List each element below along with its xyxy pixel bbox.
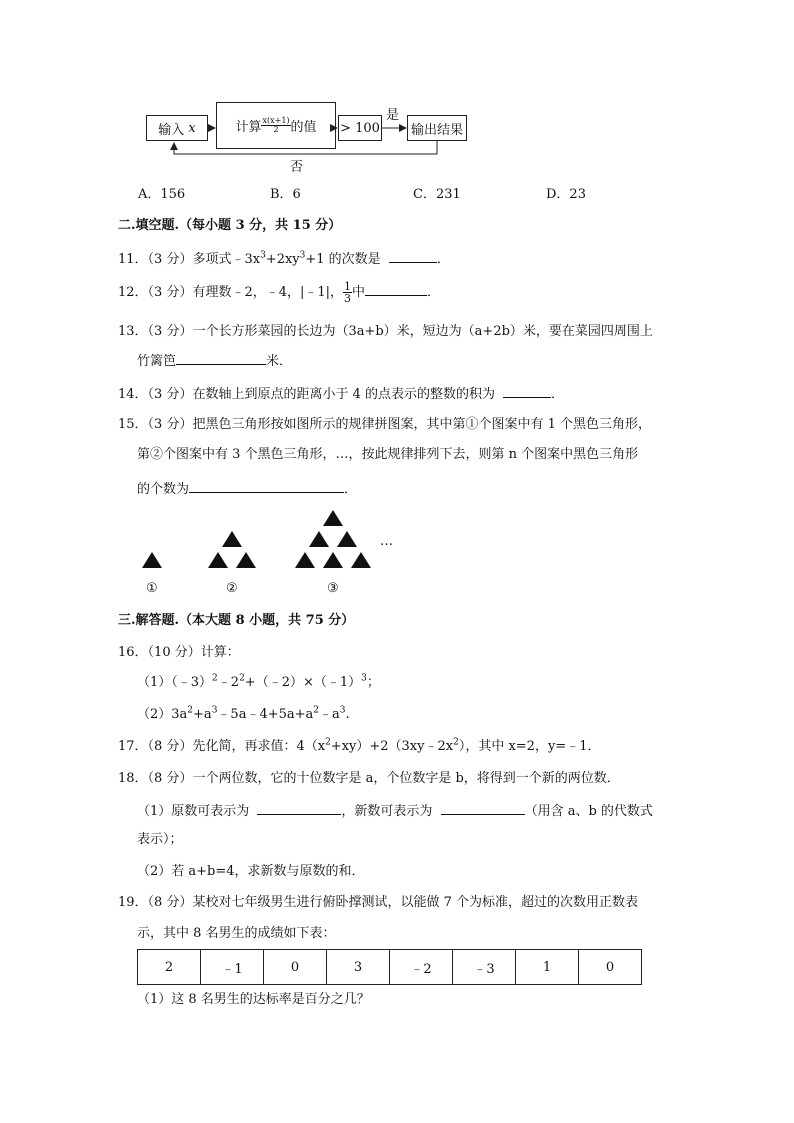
q12-prefix: 12．（3 分）有理数﹣2，﹣4，|﹣1|， [118,285,344,300]
q11-sup1: 3 [260,250,266,261]
flow-input-label: 输入 [158,122,185,138]
table-cell: ﹣3 [453,950,516,985]
q15-ellipsis: … [380,534,393,549]
q16-p2-c: ﹣5a﹣4+5a+a [217,707,314,722]
q16-part2 [137,706,350,724]
table-row [138,950,642,985]
q10-option-d: D．23 [546,187,586,202]
table-cell: ﹣2 [390,950,453,985]
q16-p1-s2: 2 [239,673,245,684]
flow-arrows [0,0,794,180]
q19-line1: 19．（8 分）某校对七年级男生进行俯卧撑测试，以能做 7 个为标准，超过的次数用正数表 [118,895,638,910]
q16-p1-s3: 3 [361,673,367,684]
q15-line3: 的个数为 ． [137,479,357,499]
flow-compare-label: > 100 [340,120,380,136]
q16-p2-d: ﹣a [319,707,340,722]
q16-p2-b: +a [193,707,212,722]
q11-suffix: +1 的次数是 [305,252,381,267]
table-cell: 1 [516,950,579,985]
q10-option-c: C．231 [413,187,461,202]
flow-compute-num: x(x+1) [262,116,290,125]
pattern1-triangle [142,552,162,568]
q18-p1-a: （1）原数可表示为 [137,804,250,819]
q16-title: 16．（10 分）计算： [118,645,240,660]
q15-answer-blank[interactable] [189,479,344,493]
pattern2-triangle-right [236,552,256,568]
q12-frac-num: 1 [344,280,352,293]
pattern3-triangle-5 [323,552,343,568]
q18-p1-c: （用含 a、b 的代数式 [524,804,653,819]
q12-suffix: 中 [352,285,366,300]
flow-compute-suffix: 的值 [290,120,317,135]
q18-part2: （2）若 a+b=4，求新数与原数的和． [137,864,365,879]
q16-p2-s2: 3 [211,705,218,716]
q17-a: 17．（8 分）先化简，再求值：4（x [118,739,326,754]
flow-compute-den: 2 [273,125,279,134]
q12: 12．（3 分）有理数﹣2，﹣4，|﹣1|， $\frac{1}{3}$ 中 ． [118,280,441,305]
q16-p1-a: （1）（﹣3） [137,675,213,690]
q16-p2-s4: 3 [339,705,346,716]
q19-line2: 示，其中 8 名男生的成绩如下表： [137,926,336,941]
q14: 14．（3 分）在数轴上到原点的距离小于 4 的点表示的整数的积为 ． [118,384,564,404]
q12-answer-blank[interactable] [365,282,427,296]
pattern2-triangle-left [208,552,228,568]
q17 [118,738,600,756]
q15-label-1: ① [146,581,158,596]
flow-no-label: 否 [290,160,304,175]
q13-line2-suffix: 米． [266,354,293,369]
flow-compute-prefix: 计算 [235,120,262,135]
section2-title: 二.填空题.（每小题 3 分，共 15 分） [118,218,342,233]
pattern3-triangle-3 [337,531,357,547]
q16-p2-s1: 2 [187,705,194,716]
section3-title: 三.解答题.（本大题 8 小题，共 75 分） [118,613,355,628]
q18-part1 [137,801,653,821]
table-cell: 0 [579,950,642,985]
q16-part1 [137,674,380,692]
q15-label-2: ② [226,581,238,596]
q12-fraction [343,281,352,304]
pattern3-triangle-1 [323,510,343,526]
q18-p1-b: ，新数可表示为 [341,804,433,819]
q14-text: 14．（3 分）在数轴上到原点的距离小于 4 的点表示的整数的积为 [118,387,495,402]
q16-p2-e: . [345,707,350,722]
q19-score-table [137,949,642,985]
q15-line2: 第②个图案中有 3 个黑色三角形，…，按此规律排列下去，则第 n 个图案中黑色三角形 [137,447,639,462]
q17-c: ），其中 x=2，y=﹣1． [458,739,601,754]
q17-s2: 2 [453,737,459,748]
q16-p2-a: （2）3a [137,707,188,722]
q19-part1: （1）这 8 名男生的达标率是百分之几？ [137,992,370,1007]
q11: 11．（3 分）多项式$﹣3x^3+2xy^3+1$ 的次数是 ． [118,250,450,267]
q13-answer-blank[interactable] [176,351,266,365]
q14-answer-blank[interactable] [503,384,551,398]
table-cell: ﹣1 [201,950,264,985]
table-cell: 3 [327,950,390,985]
q11-sup2: 3 [299,250,306,261]
q17-s1: 2 [325,737,331,748]
flow-input-var: x [188,120,196,136]
table-cell: 0 [264,950,327,985]
q15-label-3: ③ [327,581,339,596]
pattern3-triangle-2 [309,531,329,547]
pattern2-triangle-top [222,531,242,547]
q13-line2-prefix: 竹篱笆 [137,354,177,369]
q13-line2 [137,351,292,371]
q10-option-b: B．6 [270,187,301,202]
q12-frac-den: 3 [344,292,352,305]
flow-output-label: 输出结果 [410,122,463,138]
q16-p2-s3: 2 [313,705,320,716]
q11-answer-blank[interactable] [389,249,437,263]
q10-option-a: A．156 [138,187,186,202]
flow-yes-label: 是 [386,108,400,123]
pattern3-triangle-6 [351,552,371,568]
q16-p1-b: ﹣2 [217,675,240,690]
q15-triangle-patterns [0,500,794,580]
q15-line3-prefix: 的个数为 [137,482,190,497]
q16-p1-d: ； [366,675,380,690]
flow-loop-line [174,141,437,154]
q17-b: +xy）+2（3xy﹣2x [330,739,454,754]
q16-p1-c: +（﹣2）×（﹣1） [244,675,362,690]
q18-part1-cont: 表示）； [137,832,183,847]
q16-p1-s1: 2 [212,673,218,684]
q18-new-blank[interactable] [441,801,525,815]
q15-line1: 15．（3 分）把黑色三角形按如图所示的规律拼图案，其中第①个图案中有 1 个黑色三角形， [118,417,651,432]
pattern3-triangle-4 [295,552,315,568]
q18-original-blank[interactable] [257,801,341,815]
q18-line1: 18．（8 分）一个两位数，它的十位数字是 a，个位数字是 b，将得到一个新的两位数． [118,771,620,786]
table-cell: 2 [138,950,201,985]
q13-line1: 13．（3 分）一个长方形菜园的长边为（3a+b）米，短边为（a+2b）米，要在菜园四周围上 [118,324,653,339]
q11-prefix: 11．（3 分）多项式﹣3x [118,252,261,267]
q11-mid: +2xy [265,252,300,267]
